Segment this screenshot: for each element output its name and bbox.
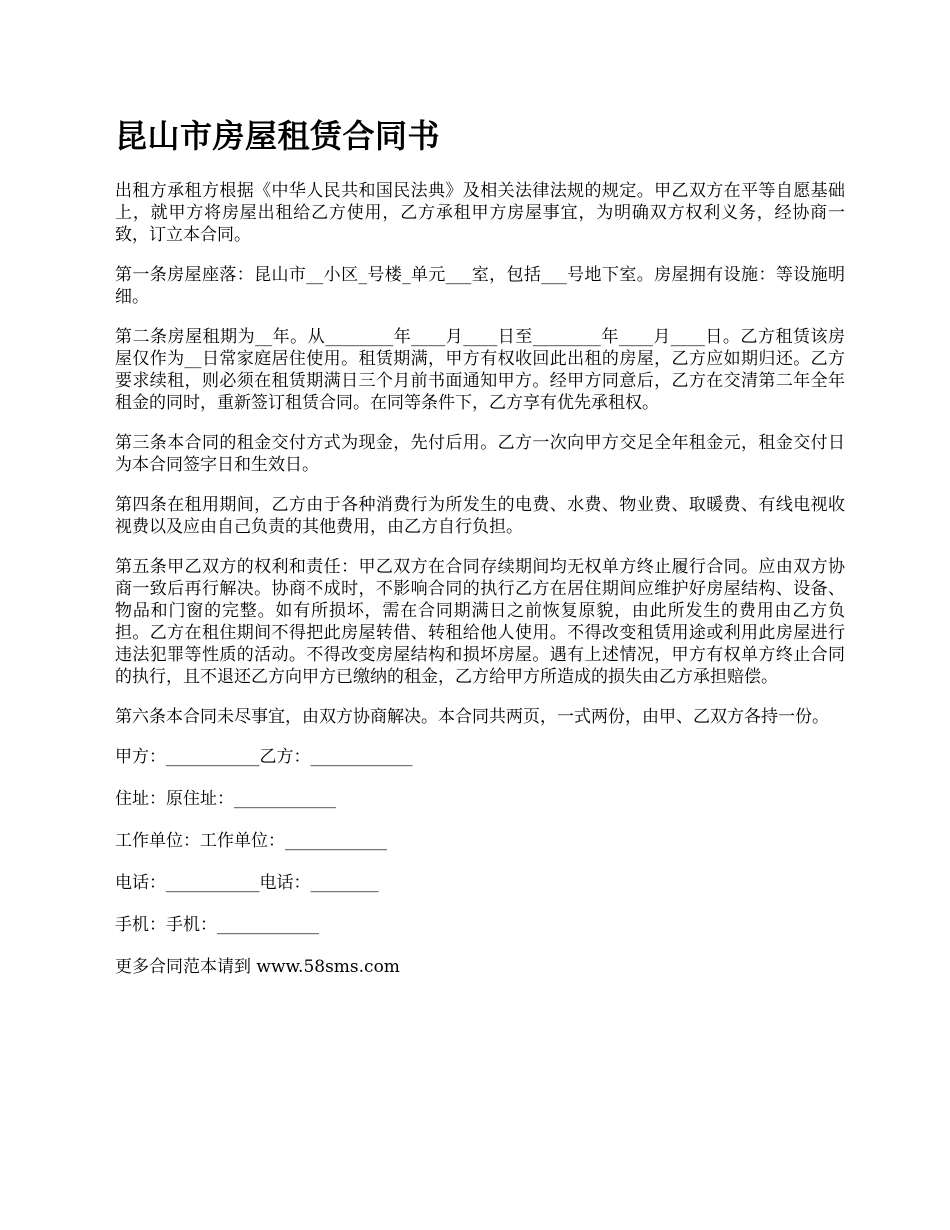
article-6-paragraph: 第六条本合同未尽事宜，由双方协商解决。本合同共两页，一式两份，由甲、乙双方各持一份。 [115,707,829,727]
document-title: 昆山市房屋租赁合同书 [115,117,441,155]
article-4-paragraph: 第四条在租用期间，乙方由于各种消费行为所发生的电费、水费、物业费、取暖费、有线电视收视费以及应由自己负责的其他费用，由乙方自行负担。 [115,495,845,537]
article-5-paragraph: 第五条甲乙双方的权利和责任：甲乙双方在合同存续期间均无权单方终止履行合同。应由双方协商一致后再行解决。协商不成时，不影响合同的执行乙方在居住期间应维护好房屋结构、设备、物品和门窗的完整。如有所损坏，需在合同期满日之前恢复原貌，由此所发生的费用由乙方负担。乙方在租住期间不得把此房屋转借、转租给他人使用。不得改变租赁用途或利用此房屋进行违法犯罪等性质的活动。不得改变房屋结构和损坏房屋。遇有上述情况，甲方有权单方终止合同的执行，且不退还乙方向甲方已缴纳的租金，乙方给甲方所造成的损失由乙方承担赔偿。 [115,557,845,687]
intro-paragraph: 出租方承租方根据《中华人民共和国民法典》及相关法律法规的规定。甲乙双方在平等自愿基础上，就甲方将房屋出租给乙方使用，乙方承租甲方房屋事宜，为明确双方权利义务，经协商一致，订立本合同。 [115,181,845,245]
phone-line: 电话：___________电话：________ [115,873,379,893]
mobile-line: 手机：手机：____________ [115,915,319,935]
article-1-paragraph: 第一条房屋座落：昆山市__小区_号楼_单元___室，包括___号地下室。房屋拥有设施：等设施明细。 [115,265,845,307]
work-unit-line: 工作单位：工作单位：____________ [115,831,387,851]
address-line: 住址：原住址：____________ [115,789,336,809]
party-signature-line: 甲方：___________乙方：____________ [115,747,413,767]
footer-link-text: 更多合同范本请到 www.58sms.com [115,957,400,977]
article-3-paragraph: 第三条本合同的租金交付方式为现金，先付后用。乙方一次向甲方交足全年租金元，租金交付日为本合同签字日和生效日。 [115,433,845,475]
document-page [115,112,845,998]
article-2-paragraph: 第二条房屋租期为__年。从________年____月____日至________年____月____日。乙方租赁该房屋仅作为__日常家庭居住使用。租赁期满，甲方有权收回此出租的房屋，乙方应如期归还。乙方要求续租，则必须在租赁期满日三个月前书面通知甲方。经甲方同意后，乙方在交清第二年全年租金的同时，重新签订租赁合同。在同等条件下，乙方享有优先承租权。 [115,327,845,413]
